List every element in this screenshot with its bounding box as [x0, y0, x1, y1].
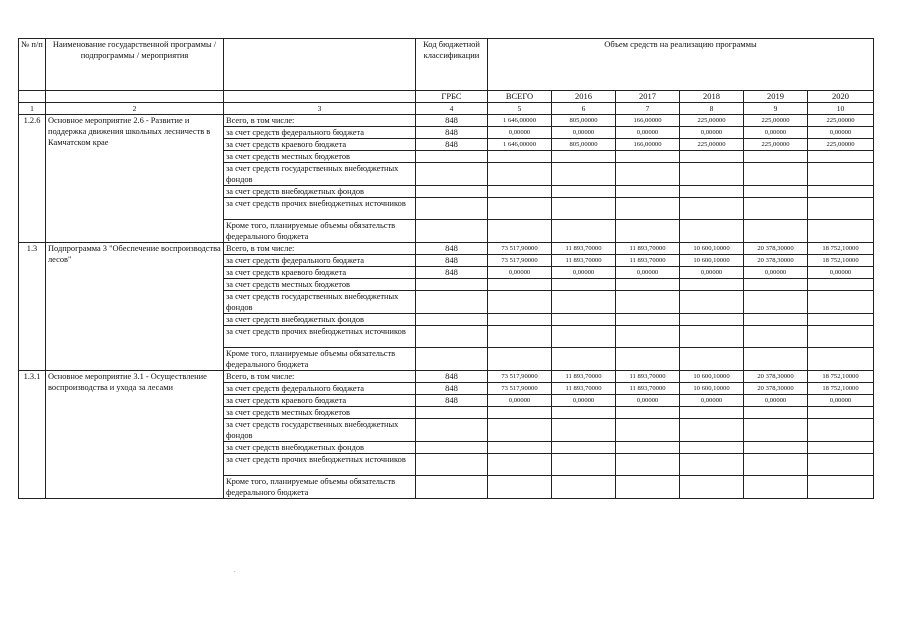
empty-amount: [680, 476, 744, 499]
empty-amount: [616, 198, 680, 220]
measure-title: Основное мероприятие 2.6 - Развитие и поддержка движения школьных лесничеств в Камчатском крае: [46, 115, 224, 243]
empty-amount: [488, 163, 552, 186]
empty-amount: [552, 454, 616, 476]
empty-amount: [552, 279, 616, 291]
grbs-code: 848: [416, 371, 488, 383]
empty-amount: [744, 151, 808, 163]
column-number: 4: [416, 103, 488, 115]
table-row: [19, 115, 874, 127]
year-amount: 18 752,10000: [808, 383, 874, 395]
empty-amount: [744, 291, 808, 314]
grbs-code: [416, 348, 488, 371]
funding-source: за счет средств федерального бюджета: [224, 255, 416, 267]
row-number: 1.2.6: [19, 115, 46, 243]
empty-amount: [616, 419, 680, 442]
empty-amount: [552, 291, 616, 314]
year-amount: 225,00000: [680, 115, 744, 127]
empty-amount: [744, 186, 808, 198]
empty-amount: [552, 407, 616, 419]
empty-amount: [488, 151, 552, 163]
empty-amount: [616, 407, 680, 419]
funding-source: за счет средств местных бюджетов: [224, 407, 416, 419]
column-number: 3: [224, 103, 416, 115]
year-amount: 20 378,30000: [744, 243, 808, 255]
empty-amount: [744, 198, 808, 220]
empty-amount: [488, 198, 552, 220]
funding-source: за счет средств прочих внебюджетных источников: [224, 326, 416, 348]
empty-amount: [808, 186, 874, 198]
header-grbs: ГРБС: [416, 91, 488, 103]
header-name: Наименование государственной программы / подпрограммы / мероприятия: [46, 39, 224, 91]
year-amount: 18 752,10000: [808, 371, 874, 383]
empty-amount: [488, 186, 552, 198]
total-amount: 73 517,90000: [488, 371, 552, 383]
empty-amount: [744, 407, 808, 419]
empty-amount: [744, 163, 808, 186]
year-amount: 10 600,10000: [680, 371, 744, 383]
column-number: 7: [616, 103, 680, 115]
grbs-code: [416, 186, 488, 198]
grbs-code: 848: [416, 243, 488, 255]
year-amount: 0,00000: [744, 127, 808, 139]
funding-source: за счет средств федерального бюджета: [224, 127, 416, 139]
total-amount: 73 517,90000: [488, 383, 552, 395]
empty-amount: [744, 326, 808, 348]
year-amount: 11 893,70000: [616, 383, 680, 395]
empty-amount: [488, 314, 552, 326]
budget-program-table: [18, 38, 874, 499]
grbs-code: [416, 419, 488, 442]
funding-source: Всего, в том числе:: [224, 243, 416, 255]
empty-amount: [552, 348, 616, 371]
total-amount: 1 646,00000: [488, 139, 552, 151]
total-amount: 0,00000: [488, 395, 552, 407]
column-number: 1: [19, 103, 46, 115]
empty-amount: [808, 151, 874, 163]
grbs-code: [416, 326, 488, 348]
empty-amount: [616, 279, 680, 291]
funding-source: за счет средств краевого бюджета: [224, 267, 416, 279]
header-volume: Объем средств на реализацию программы: [488, 39, 874, 91]
grbs-code: [416, 220, 488, 243]
empty-amount: [808, 279, 874, 291]
year-amount: 0,00000: [616, 127, 680, 139]
funding-source: за счет средств краевого бюджета: [224, 395, 416, 407]
year-amount: 225,00000: [744, 139, 808, 151]
empty-amount: [552, 163, 616, 186]
year-amount: 10 600,10000: [680, 383, 744, 395]
empty-amount: [680, 279, 744, 291]
empty-amount: [680, 163, 744, 186]
empty-amount: [744, 454, 808, 476]
column-number: 8: [680, 103, 744, 115]
empty-amount: [744, 220, 808, 243]
funding-source: за счет средств внебюджетных фондов: [224, 314, 416, 326]
year-amount: 805,00000: [552, 115, 616, 127]
empty-amount: [616, 163, 680, 186]
grbs-code: [416, 454, 488, 476]
empty-amount: [488, 476, 552, 499]
empty-amount: [616, 186, 680, 198]
year-amount: 0,00000: [808, 267, 874, 279]
empty-amount: [744, 442, 808, 454]
header-sub-empty: [224, 91, 416, 103]
year-amount: 0,00000: [744, 395, 808, 407]
column-number: 9: [744, 103, 808, 115]
empty-amount: [744, 314, 808, 326]
empty-amount: [680, 348, 744, 371]
header-total: ВСЕГО: [488, 91, 552, 103]
empty-amount: [808, 314, 874, 326]
year-amount: 11 893,70000: [552, 371, 616, 383]
empty-amount: [680, 407, 744, 419]
empty-amount: [744, 279, 808, 291]
empty-amount: [808, 407, 874, 419]
grbs-code: 848: [416, 115, 488, 127]
empty-amount: [808, 419, 874, 442]
empty-amount: [680, 291, 744, 314]
empty-amount: [488, 220, 552, 243]
header-year: 2017: [616, 91, 680, 103]
empty-amount: [680, 454, 744, 476]
total-amount: 73 517,90000: [488, 243, 552, 255]
year-amount: 0,00000: [552, 395, 616, 407]
grbs-code: 848: [416, 383, 488, 395]
year-amount: 225,00000: [744, 115, 808, 127]
empty-amount: [488, 348, 552, 371]
year-amount: 11 893,70000: [616, 371, 680, 383]
year-amount: 166,00000: [616, 115, 680, 127]
year-amount: 225,00000: [680, 139, 744, 151]
grbs-code: [416, 476, 488, 499]
grbs-code: [416, 279, 488, 291]
column-number: 6: [552, 103, 616, 115]
empty-amount: [552, 151, 616, 163]
column-number: 10: [808, 103, 874, 115]
grbs-code: [416, 407, 488, 419]
year-amount: 0,00000: [616, 267, 680, 279]
table-row: [19, 371, 874, 383]
empty-amount: [552, 442, 616, 454]
row-number: 1.3.1: [19, 371, 46, 499]
year-amount: 20 378,30000: [744, 371, 808, 383]
year-amount: 20 378,30000: [744, 255, 808, 267]
year-amount: 10 600,10000: [680, 255, 744, 267]
year-amount: 0,00000: [680, 127, 744, 139]
empty-amount: [808, 326, 874, 348]
grbs-code: [416, 291, 488, 314]
empty-amount: [808, 198, 874, 220]
empty-amount: [808, 163, 874, 186]
empty-amount: [488, 454, 552, 476]
funding-source: за счет средств местных бюджетов: [224, 151, 416, 163]
funding-source: за счет средств государственных внебюджетных фондов: [224, 291, 416, 314]
empty-amount: [680, 442, 744, 454]
empty-amount: [808, 476, 874, 499]
empty-amount: [680, 198, 744, 220]
empty-amount: [616, 348, 680, 371]
header-year: 2018: [680, 91, 744, 103]
table-body: [19, 115, 874, 499]
empty-amount: [552, 326, 616, 348]
empty-amount: [808, 220, 874, 243]
grbs-code: [416, 163, 488, 186]
empty-amount: [616, 151, 680, 163]
empty-amount: [808, 348, 874, 371]
year-amount: 0,00000: [616, 395, 680, 407]
year-amount: 11 893,70000: [616, 243, 680, 255]
grbs-code: [416, 442, 488, 454]
header-sub-empty: [19, 91, 46, 103]
empty-amount: [680, 326, 744, 348]
header-year: 2016: [552, 91, 616, 103]
funding-source: Кроме того, планируемые объемы обязательств федерального бюджета: [224, 476, 416, 499]
funding-source: за счет средств прочих внебюджетных источников: [224, 198, 416, 220]
empty-amount: [808, 454, 874, 476]
year-amount: 10 600,10000: [680, 243, 744, 255]
empty-amount: [616, 314, 680, 326]
grbs-code: 848: [416, 127, 488, 139]
year-amount: 11 893,70000: [552, 255, 616, 267]
year-amount: 225,00000: [808, 139, 874, 151]
empty-amount: [552, 419, 616, 442]
empty-amount: [616, 326, 680, 348]
funding-source: за счет средств внебюджетных фондов: [224, 186, 416, 198]
grbs-code: 848: [416, 267, 488, 279]
funding-source: Всего, в том числе:: [224, 371, 416, 383]
funding-source: за счет средств государственных внебюджетных фондов: [224, 163, 416, 186]
empty-amount: [488, 279, 552, 291]
empty-amount: [552, 186, 616, 198]
year-amount: 0,00000: [680, 267, 744, 279]
year-amount: 18 752,10000: [808, 255, 874, 267]
grbs-code: [416, 198, 488, 220]
header-no: № п/п: [19, 39, 46, 91]
empty-amount: [488, 291, 552, 314]
year-amount: 225,00000: [808, 115, 874, 127]
year-amount: 11 893,70000: [552, 383, 616, 395]
year-amount: 805,00000: [552, 139, 616, 151]
empty-amount: [616, 442, 680, 454]
empty-amount: [808, 442, 874, 454]
empty-amount: [552, 476, 616, 499]
empty-amount: [552, 220, 616, 243]
table-row: [19, 243, 874, 255]
year-amount: 166,00000: [616, 139, 680, 151]
funding-source: за счет средств внебюджетных фондов: [224, 442, 416, 454]
total-amount: 0,00000: [488, 127, 552, 139]
header-sub-empty: [46, 91, 224, 103]
funding-source: за счет средств краевого бюджета: [224, 139, 416, 151]
empty-amount: [680, 314, 744, 326]
empty-amount: [680, 151, 744, 163]
header-empty: [224, 39, 416, 91]
grbs-code: 848: [416, 395, 488, 407]
total-amount: 0,00000: [488, 267, 552, 279]
header-year: 2019: [744, 91, 808, 103]
empty-amount: [744, 348, 808, 371]
row-number: 1.3: [19, 243, 46, 371]
year-amount: 11 893,70000: [616, 255, 680, 267]
grbs-code: [416, 314, 488, 326]
grbs-code: 848: [416, 139, 488, 151]
empty-amount: [616, 454, 680, 476]
year-amount: 0,00000: [808, 127, 874, 139]
funding-source: за счет средств прочих внебюджетных источников: [224, 454, 416, 476]
column-number-row: [19, 103, 874, 115]
total-amount: 73 517,90000: [488, 255, 552, 267]
measure-title: Подпрограмма 3 "Обеспечение воспроизводства лесов": [46, 243, 224, 371]
funding-source: за счет средств федерального бюджета: [224, 383, 416, 395]
year-amount: 0,00000: [552, 267, 616, 279]
empty-amount: [616, 291, 680, 314]
year-amount: 0,00000: [808, 395, 874, 407]
funding-source: за счет средств местных бюджетов: [224, 279, 416, 291]
empty-amount: [488, 442, 552, 454]
funding-source: Кроме того, планируемые объемы обязательств федерального бюджета: [224, 348, 416, 371]
year-amount: 18 752,10000: [808, 243, 874, 255]
empty-amount: [616, 220, 680, 243]
empty-amount: [616, 476, 680, 499]
measure-title: Основное мероприятие 3.1 - Осуществление воспроизводства и ухода за лесами: [46, 371, 224, 499]
year-amount: 20 378,30000: [744, 383, 808, 395]
funding-source: за счет средств государственных внебюджетных фондов: [224, 419, 416, 442]
column-number: 2: [46, 103, 224, 115]
column-number: 5: [488, 103, 552, 115]
year-amount: 0,00000: [744, 267, 808, 279]
grbs-code: [416, 151, 488, 163]
empty-amount: [488, 407, 552, 419]
empty-amount: [488, 419, 552, 442]
empty-amount: [488, 326, 552, 348]
empty-amount: [680, 419, 744, 442]
footer-mark: .: [234, 568, 236, 574]
empty-amount: [808, 291, 874, 314]
empty-amount: [744, 419, 808, 442]
empty-amount: [552, 314, 616, 326]
header-code: Код бюджетной классификации: [416, 39, 488, 91]
funding-source: Всего, в том числе:: [224, 115, 416, 127]
empty-amount: [680, 186, 744, 198]
header-year: 2020: [808, 91, 874, 103]
empty-amount: [744, 476, 808, 499]
year-amount: 0,00000: [680, 395, 744, 407]
empty-amount: [680, 220, 744, 243]
funding-source: Кроме того, планируемые объемы обязательств федерального бюджета: [224, 220, 416, 243]
year-amount: 0,00000: [552, 127, 616, 139]
grbs-code: 848: [416, 255, 488, 267]
year-amount: 11 893,70000: [552, 243, 616, 255]
empty-amount: [552, 198, 616, 220]
total-amount: 1 646,00000: [488, 115, 552, 127]
